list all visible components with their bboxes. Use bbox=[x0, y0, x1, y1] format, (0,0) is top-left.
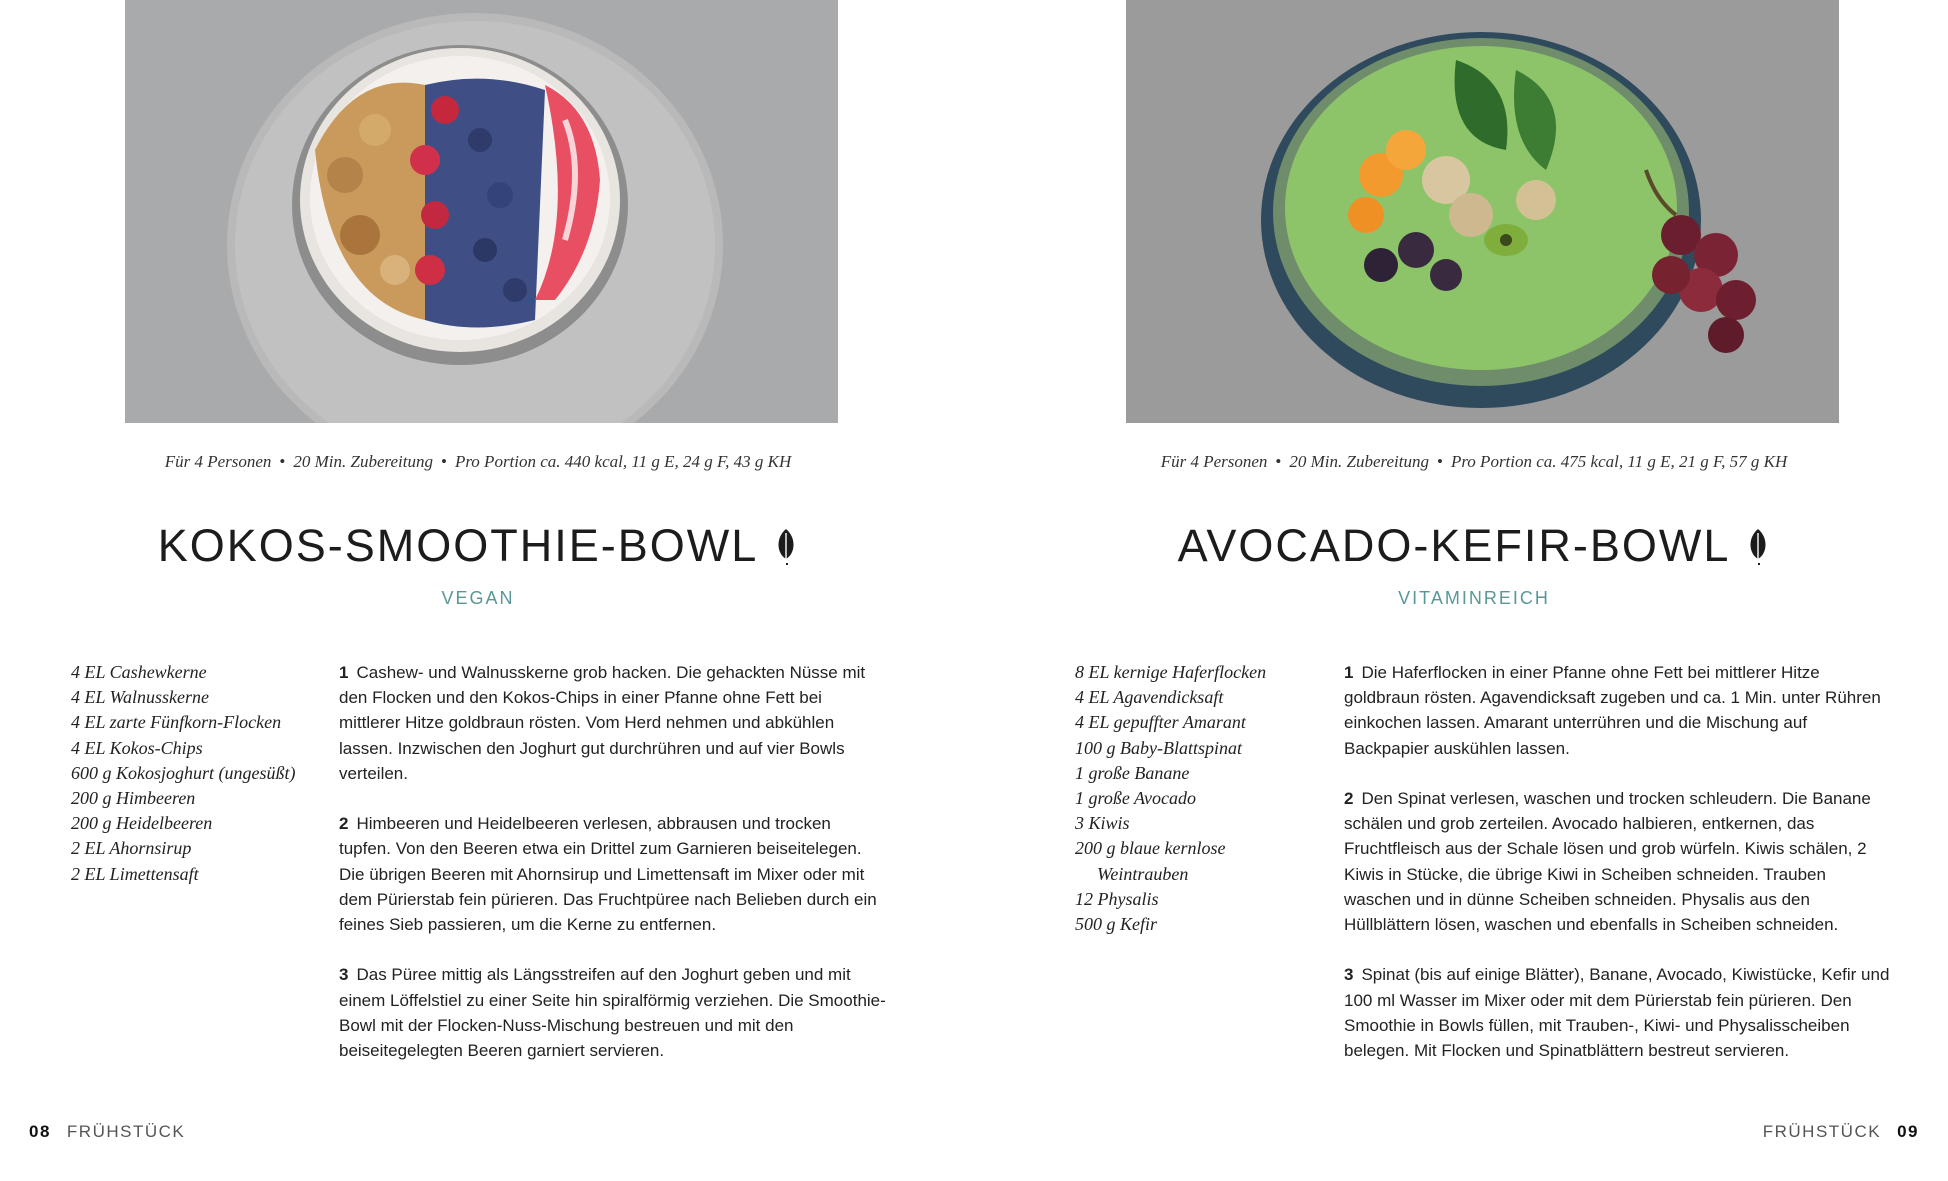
recipe-title: KOKOS-SMOOTHIE-BOWL bbox=[157, 520, 759, 571]
ingredient-item: 200 g Himbeeren bbox=[71, 788, 196, 809]
step-text: Den Spinat verlesen, waschen und trocken schleudern. Die Banane schälen und grob zerteilen. Avocado halbieren, entkernen, das Fruchtfleisch aus der Schale lösen und grob würfeln. Kiwis schälen, 2 Kiwis in Stücke, die übrige Kiwi in Scheiben schneiden. Trauben waschen und in dünne Scheiben schneiden. Physalis aus den Hüllblättern lösen, waschen und ebenfalls in Scheiben schneiden. bbox=[1344, 789, 1871, 935]
ingredient-item: 100 g Baby-Blattspinat bbox=[1075, 737, 1242, 758]
ingredient-item: 2 EL Limettensaft bbox=[71, 863, 199, 884]
recipe-subtitle: VEGAN bbox=[441, 588, 515, 608]
step-text: Cashew- und Walnusskerne grob hacken. Die gehackten Nüsse mit den Flocken und den Kokos-Chips in einer Pfanne ohne Fett bei mittlerer Hitze goldbraun rösten. Vom Herd nehmen und abkühlen lassen. Inzwischen den Joghurt gut durchrühren und auf vier Bowls verteilen. bbox=[339, 663, 866, 783]
step-2 bbox=[339, 811, 887, 937]
ingredient-item: 4 EL Kokos-Chips bbox=[71, 737, 203, 758]
step-1 bbox=[1344, 660, 1892, 761]
ingredient-list bbox=[71, 660, 311, 887]
step-number: 3 bbox=[1344, 965, 1354, 985]
ingredient-item: 500 g Kefir bbox=[1075, 914, 1158, 935]
ingredient-item: 600 g Kokosjoghurt (ungesüßt) bbox=[71, 762, 296, 783]
step-text: Die Haferflocken in einer Pfanne ohne Fett bei mittlerer Hitze goldbraun rösten. Agavendicksaft zugeben und ca. 1 Min. unter Rühren einkochen lassen. Amarant unterrühren und die Mischung auf Backpapier auskühlen lassen. bbox=[1344, 663, 1881, 758]
recipe-meta: Für 4 Personen • 20 Min. Zubereitung • Pro Portion ca. 475 kcal, 11 g E, 21 g F, 57 g KH bbox=[1160, 452, 1788, 471]
instruction-steps bbox=[339, 660, 887, 1088]
ingredient-item: 4 EL zarte Fünfkorn-Flocken bbox=[71, 712, 282, 733]
instruction-steps bbox=[1344, 660, 1892, 1088]
ingredient-item: 4 EL Agavendicksaft bbox=[1075, 687, 1224, 708]
prep-time: 20 Min. Zubereitung bbox=[1289, 452, 1429, 471]
step-number: 3 bbox=[339, 965, 349, 985]
servings: Für 4 Personen bbox=[1160, 452, 1268, 471]
step-text: Himbeeren und Heidelbeeren verlesen, abbrausen und trocken tupfen. Von den Beeren etwa ein Drittel zum Garnieren beiseitelegen. Die übrigen Beeren mit Ahornsirup und Limettensaft im Mixer oder mit dem Pürierstab fein pürieren. Das Fruchtpüree nach Belieben durch ein feines Sieb passieren, um die Kerne zu entfernen. bbox=[339, 814, 877, 935]
recipe-title-row bbox=[974, 520, 1948, 572]
ingredient-item: 2 EL Ahornsirup bbox=[71, 838, 192, 859]
section-name: FRÜHSTÜCK bbox=[1762, 1122, 1882, 1141]
ingredient-item: 3 Kiwis bbox=[1075, 813, 1130, 834]
ingredient-item: 4 EL Cashewkerne bbox=[71, 662, 207, 682]
avocado-bowl-photo bbox=[1126, 0, 1839, 423]
ingredient-item: Weintrauben bbox=[1097, 863, 1189, 884]
ingredient-item: 1 große Avocado bbox=[1075, 788, 1196, 809]
page-number: 08 bbox=[29, 1122, 51, 1141]
ingredient-item: 4 EL Walnusskerne bbox=[71, 687, 210, 708]
step-number: 1 bbox=[339, 663, 349, 682]
ingredient-list bbox=[1075, 660, 1315, 937]
prep-time: 20 Min. Zubereitung bbox=[293, 452, 433, 471]
step-1 bbox=[339, 660, 887, 786]
leaf-icon bbox=[1746, 527, 1770, 565]
step-3 bbox=[1344, 962, 1892, 1063]
step-2 bbox=[1344, 786, 1892, 937]
recipe-meta: Für 4 Personen • 20 Min. Zubereitung • Pro Portion ca. 440 kcal, 11 g E, 24 g F, 43 g KH bbox=[164, 452, 792, 471]
section-name: FRÜHSTÜCK bbox=[66, 1122, 186, 1141]
ingredient-item: 200 g blaue kernlose bbox=[1075, 838, 1226, 859]
page-footer bbox=[29, 1122, 185, 1142]
nutrition: Pro Portion ca. 440 kcal, 11 g E, 24 g F, 43 g KH bbox=[454, 452, 792, 471]
step-3 bbox=[339, 962, 887, 1063]
page-footer bbox=[1763, 1122, 1919, 1142]
recipe-subtitle: VITAMINREICH bbox=[1398, 588, 1550, 608]
recipe-title-row bbox=[0, 520, 956, 572]
step-number: 1 bbox=[1344, 663, 1354, 682]
servings: Für 4 Personen bbox=[164, 452, 272, 471]
ingredient-item: 12 Physalis bbox=[1075, 888, 1159, 909]
step-number: 2 bbox=[339, 814, 349, 834]
recipe-title: AVOCADO-KEFIR-BOWL bbox=[1177, 520, 1731, 571]
kokos-bowl-photo bbox=[125, 0, 838, 423]
step-text: Spinat (bis auf einige Blätter), Banane, Avocado, Kiwistücke, Kefir und 100 ml Wasser im Mixer oder mit dem Pürierstab fein pürieren. Den Smoothie in Bowls füllen, mit Trauben-, Kiwi- und Physalisscheiben belegen. Mit Flocken und Spinatblättern bestreut servieren. bbox=[1344, 965, 1890, 1061]
leaf-icon bbox=[774, 527, 798, 565]
ingredient-item: 200 g Heidelbeeren bbox=[71, 813, 213, 834]
ingredient-item: 1 große Banane bbox=[1075, 762, 1190, 783]
page-number: 09 bbox=[1897, 1122, 1919, 1141]
step-text: Das Püree mittig als Längsstreifen auf den Joghurt geben und mit einem Löffelstiel zu einer Seite hin spiralförmig verziehen. Die Smoothie-Bowl mit der Flocken-Nuss-Mischung bestreuen und mit den beiseitegelegten Beeren garniert servieren. bbox=[339, 965, 886, 1061]
nutrition: Pro Portion ca. 475 kcal, 11 g E, 21 g F, 57 g KH bbox=[1450, 452, 1788, 471]
right-page bbox=[974, 0, 1948, 1181]
ingredient-item: 4 EL gepuffter Amarant bbox=[1075, 712, 1246, 733]
ingredient-item: 8 EL kernige Haferflocken bbox=[1075, 662, 1267, 682]
step-number: 2 bbox=[1344, 789, 1354, 808]
